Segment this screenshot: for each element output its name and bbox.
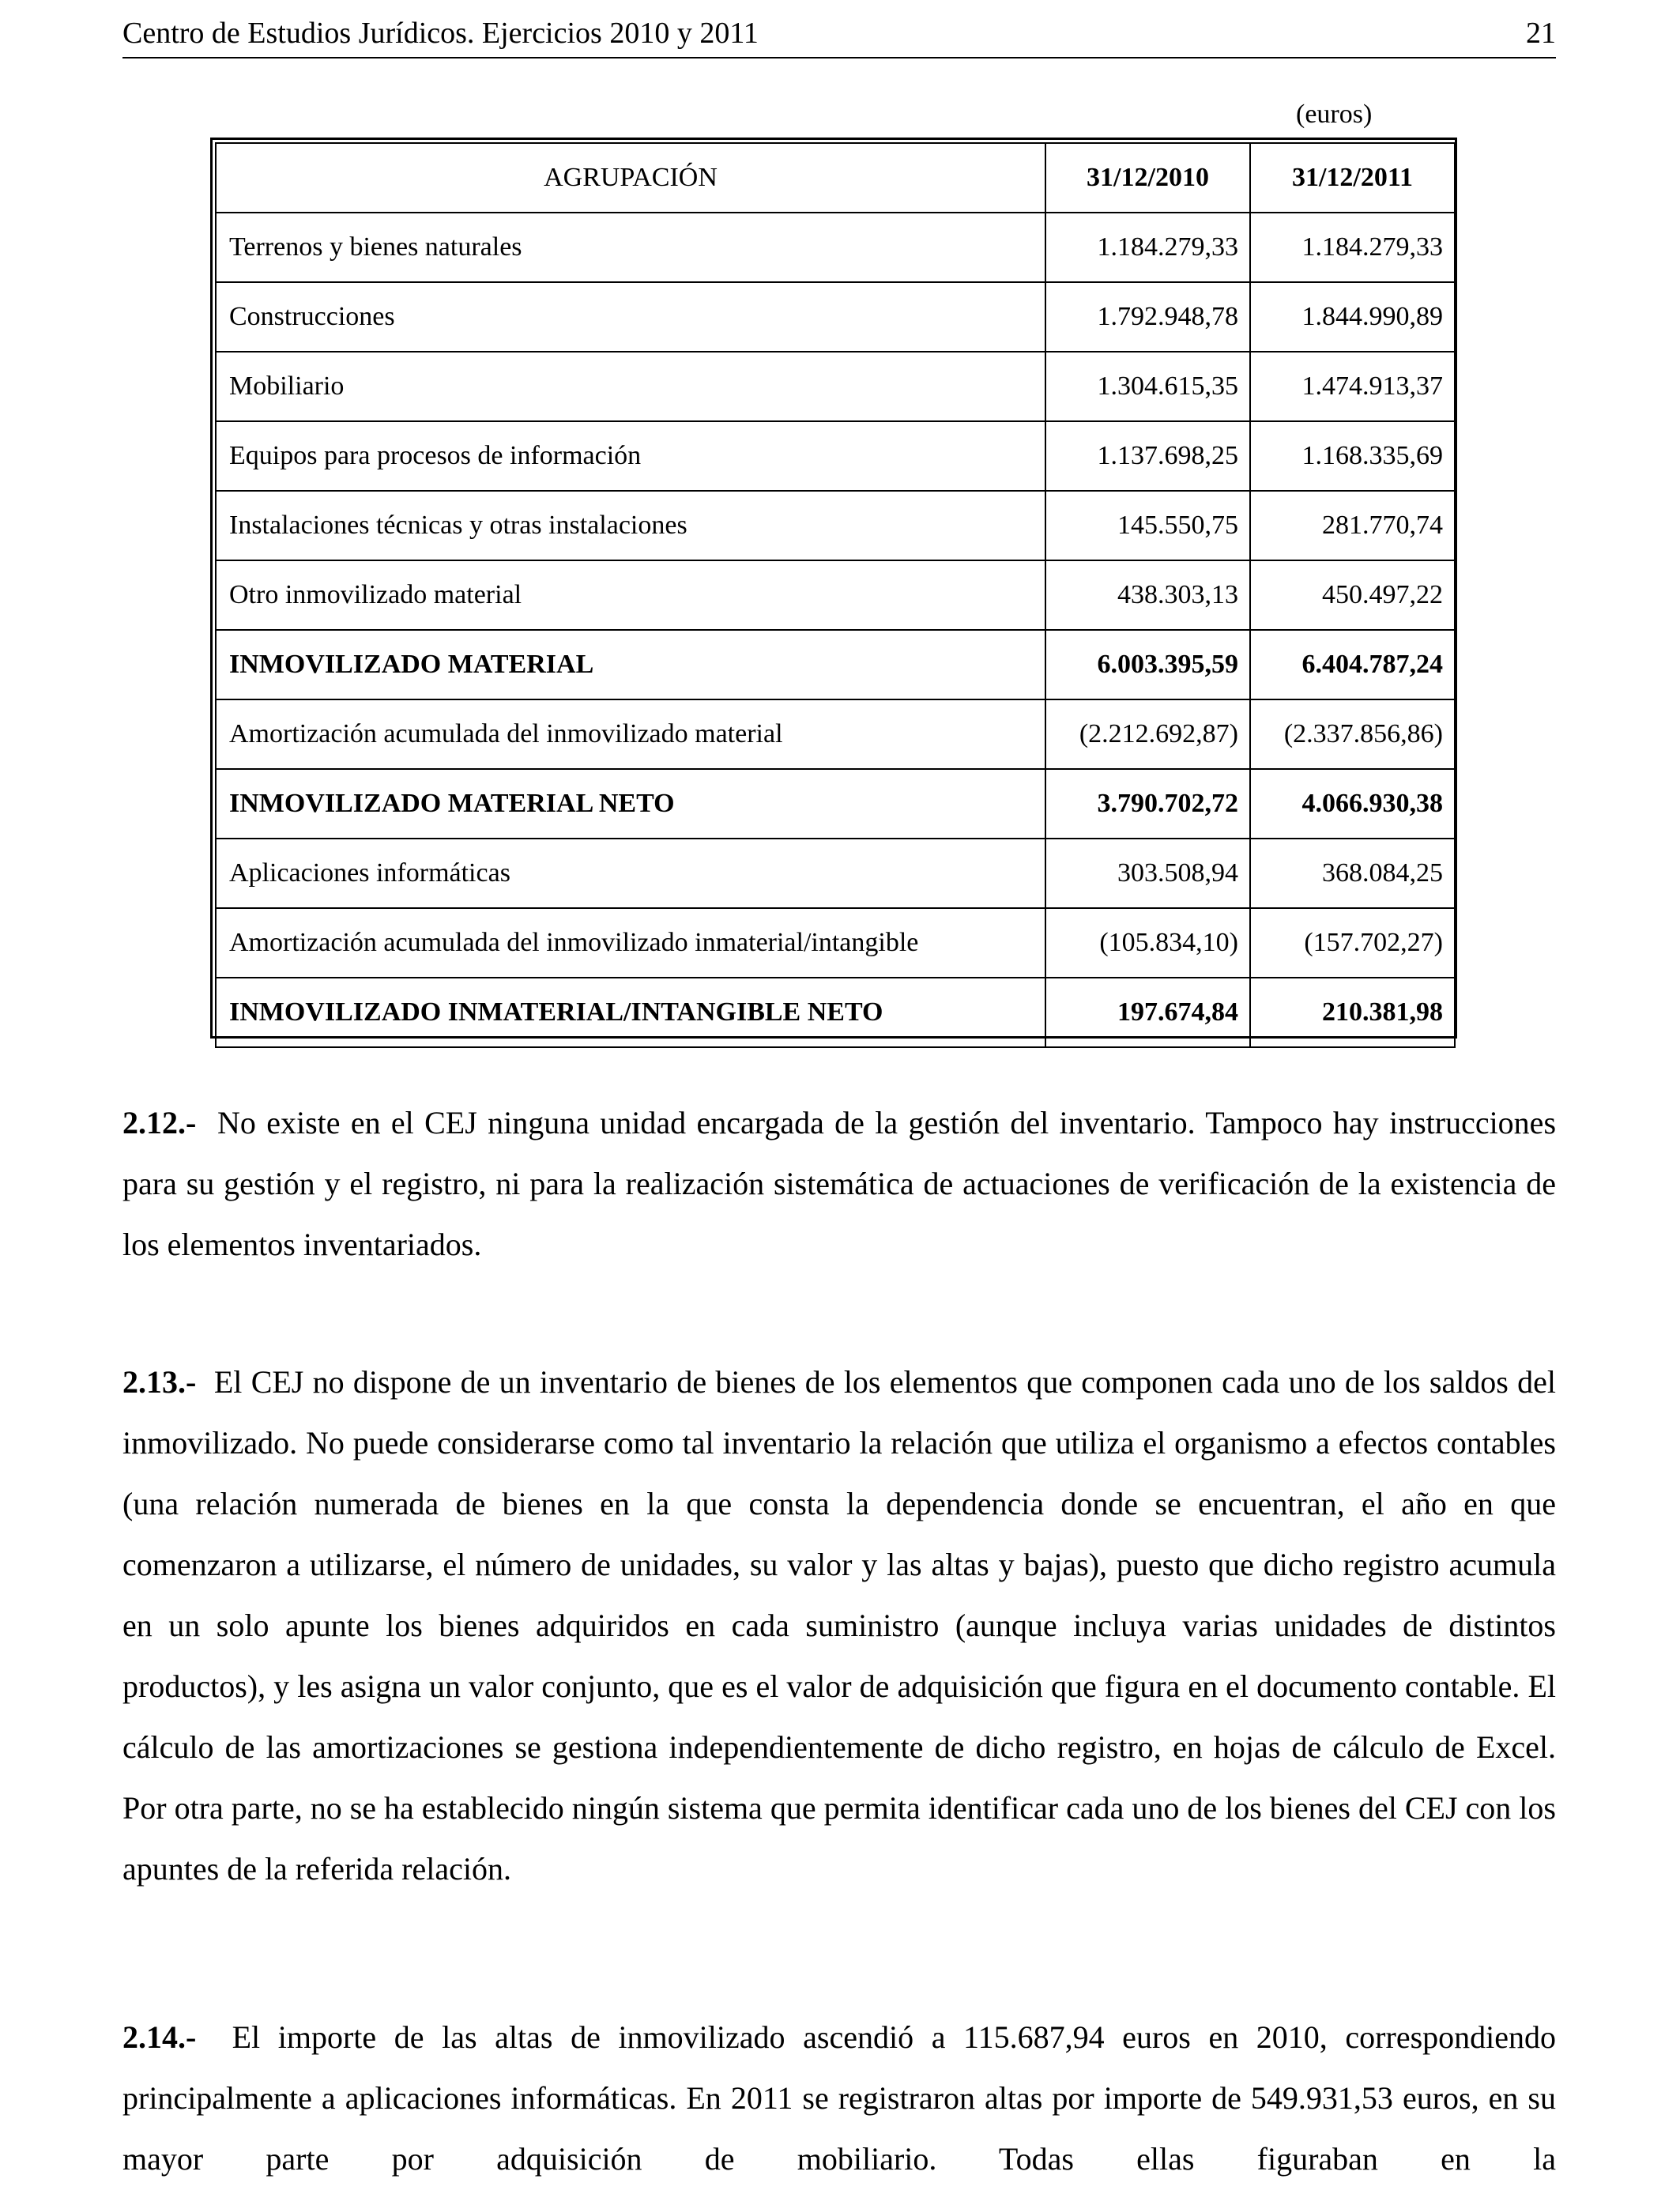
value-2011: 1.844.990,89 xyxy=(1250,282,1455,352)
page-number: 21 xyxy=(1526,17,1556,50)
row-label: Mobiliario xyxy=(216,352,1045,421)
row-label: INMOVILIZADO INMATERIAL/INTANGIBLE NETO xyxy=(216,978,1045,1047)
row-label: Amortización acumulada del inmovilizado inmaterial/intangible xyxy=(216,908,1045,978)
page-header xyxy=(122,14,1556,58)
row-label: Terrenos y bienes naturales xyxy=(216,213,1045,282)
table-row xyxy=(216,213,1455,282)
value-2010: 197.674,84 xyxy=(1045,978,1250,1047)
paragraph-2-14 xyxy=(122,2007,1556,2189)
value-2010: 1.137.698,25 xyxy=(1045,421,1250,491)
value-2011: (2.337.856,86) xyxy=(1250,699,1455,769)
table-row xyxy=(216,839,1455,908)
table-header-row xyxy=(216,143,1455,213)
table-row-subtotal xyxy=(216,978,1455,1047)
value-2010: (105.834,10) xyxy=(1045,908,1250,978)
column-header-agrupacion: AGRUPACIÓN xyxy=(216,143,1045,213)
value-2010: 438.303,13 xyxy=(1045,560,1250,630)
value-2011: 4.066.930,38 xyxy=(1250,769,1455,839)
paragraph-number: 2.13.- xyxy=(122,1364,197,1400)
table-row xyxy=(216,421,1455,491)
value-2010: 1.792.948,78 xyxy=(1045,282,1250,352)
value-2010: 1.304.615,35 xyxy=(1045,352,1250,421)
value-2010: 303.508,94 xyxy=(1045,839,1250,908)
value-2011: (157.702,27) xyxy=(1250,908,1455,978)
column-header-2010: 31/12/2010 xyxy=(1045,143,1250,213)
value-2011: 210.381,98 xyxy=(1250,978,1455,1047)
table-row xyxy=(216,699,1455,769)
row-label: Otro inmovilizado material xyxy=(216,560,1045,630)
fixed-assets-table xyxy=(210,138,1457,1039)
document-title: Centro de Estudios Jurídicos. Ejercicios 2010 y 2011 xyxy=(122,17,759,50)
table-row xyxy=(216,491,1455,560)
paragraph-text: El importe de las altas de inmovilizado ascendió a 115.687,94 euros en 2010, correspondiendo principalmente a aplicaciones informáticas. En 2011 se registraron altas por importe de 549.931,53 euros, en su mayor parte por adquisición de mobiliario. Todas ellas figuraban en la xyxy=(122,2019,1557,2177)
table-row xyxy=(216,282,1455,352)
row-label: INMOVILIZADO MATERIAL NETO xyxy=(216,769,1045,839)
value-2010: 3.790.702,72 xyxy=(1045,769,1250,839)
row-label: Amortización acumulada del inmovilizado material xyxy=(216,699,1045,769)
paragraph-number: 2.12.- xyxy=(122,1105,197,1140)
value-2010: 1.184.279,33 xyxy=(1045,213,1250,282)
table-row-subtotal xyxy=(216,630,1455,699)
row-label: INMOVILIZADO MATERIAL xyxy=(216,630,1045,699)
table-row xyxy=(216,908,1455,978)
paragraph-text: El CEJ no dispone de un inventario de bienes de los elementos que componen cada uno de los saldos del inmovilizado. No puede considerarse como tal inventario la relación que utiliza el organismo a efectos contables (una relación numerada de bienes en la que consta la dependencia donde se encuentran, el año en que comenzaron a utilizarse, el número de unidades, su valor y las altas y bajas), puesto que dicho registro acumula en un solo apunte los bienes adquiridos en cada suministro (aunque incluya varias unidades de distintos productos), y les asigna un valor conjunto, que es el valor de adquisición que figura en el documento contable. El cálculo de las amortizaciones se gestiona independientemente de dicho registro, en hojas de cálculo de Excel. Por otra parte, no se ha establecido ningún sistema que permita identificar cada uno de los bienes del CEJ con los apuntes de la referida relación. xyxy=(122,1364,1557,1887)
paragraph-2-12 xyxy=(122,1092,1556,1275)
value-2010: (2.212.692,87) xyxy=(1045,699,1250,769)
value-2011: 6.404.787,24 xyxy=(1250,630,1455,699)
table-row-subtotal xyxy=(216,769,1455,839)
value-2011: 1.168.335,69 xyxy=(1250,421,1455,491)
row-label: Aplicaciones informáticas xyxy=(216,839,1045,908)
value-2011: 1.474.913,37 xyxy=(1250,352,1455,421)
paragraph-number: 2.14.- xyxy=(122,2019,197,2055)
row-label: Construcciones xyxy=(216,282,1045,352)
row-label: Equipos para procesos de información xyxy=(216,421,1045,491)
value-2011: 368.084,25 xyxy=(1250,839,1455,908)
row-label: Instalaciones técnicas y otras instalaciones xyxy=(216,491,1045,560)
value-2011: 450.497,22 xyxy=(1250,560,1455,630)
value-2011: 1.184.279,33 xyxy=(1250,213,1455,282)
value-2010: 6.003.395,59 xyxy=(1045,630,1250,699)
column-header-2011: 31/12/2011 xyxy=(1250,143,1455,213)
value-2011: 281.770,74 xyxy=(1250,491,1455,560)
paragraph-text: No existe en el CEJ ninguna unidad encargada de la gestión del inventario. Tampoco hay instrucciones para su gestión y el registro, ni para la realización sistemática de actuaciones de verificación de la existencia de los elementos inventariados. xyxy=(122,1105,1557,1262)
paragraph-2-13 xyxy=(122,1351,1556,1899)
value-2010: 145.550,75 xyxy=(1045,491,1250,560)
table-row xyxy=(216,560,1455,630)
table-row xyxy=(216,352,1455,421)
table-units-label: (euros) xyxy=(1296,100,1373,129)
